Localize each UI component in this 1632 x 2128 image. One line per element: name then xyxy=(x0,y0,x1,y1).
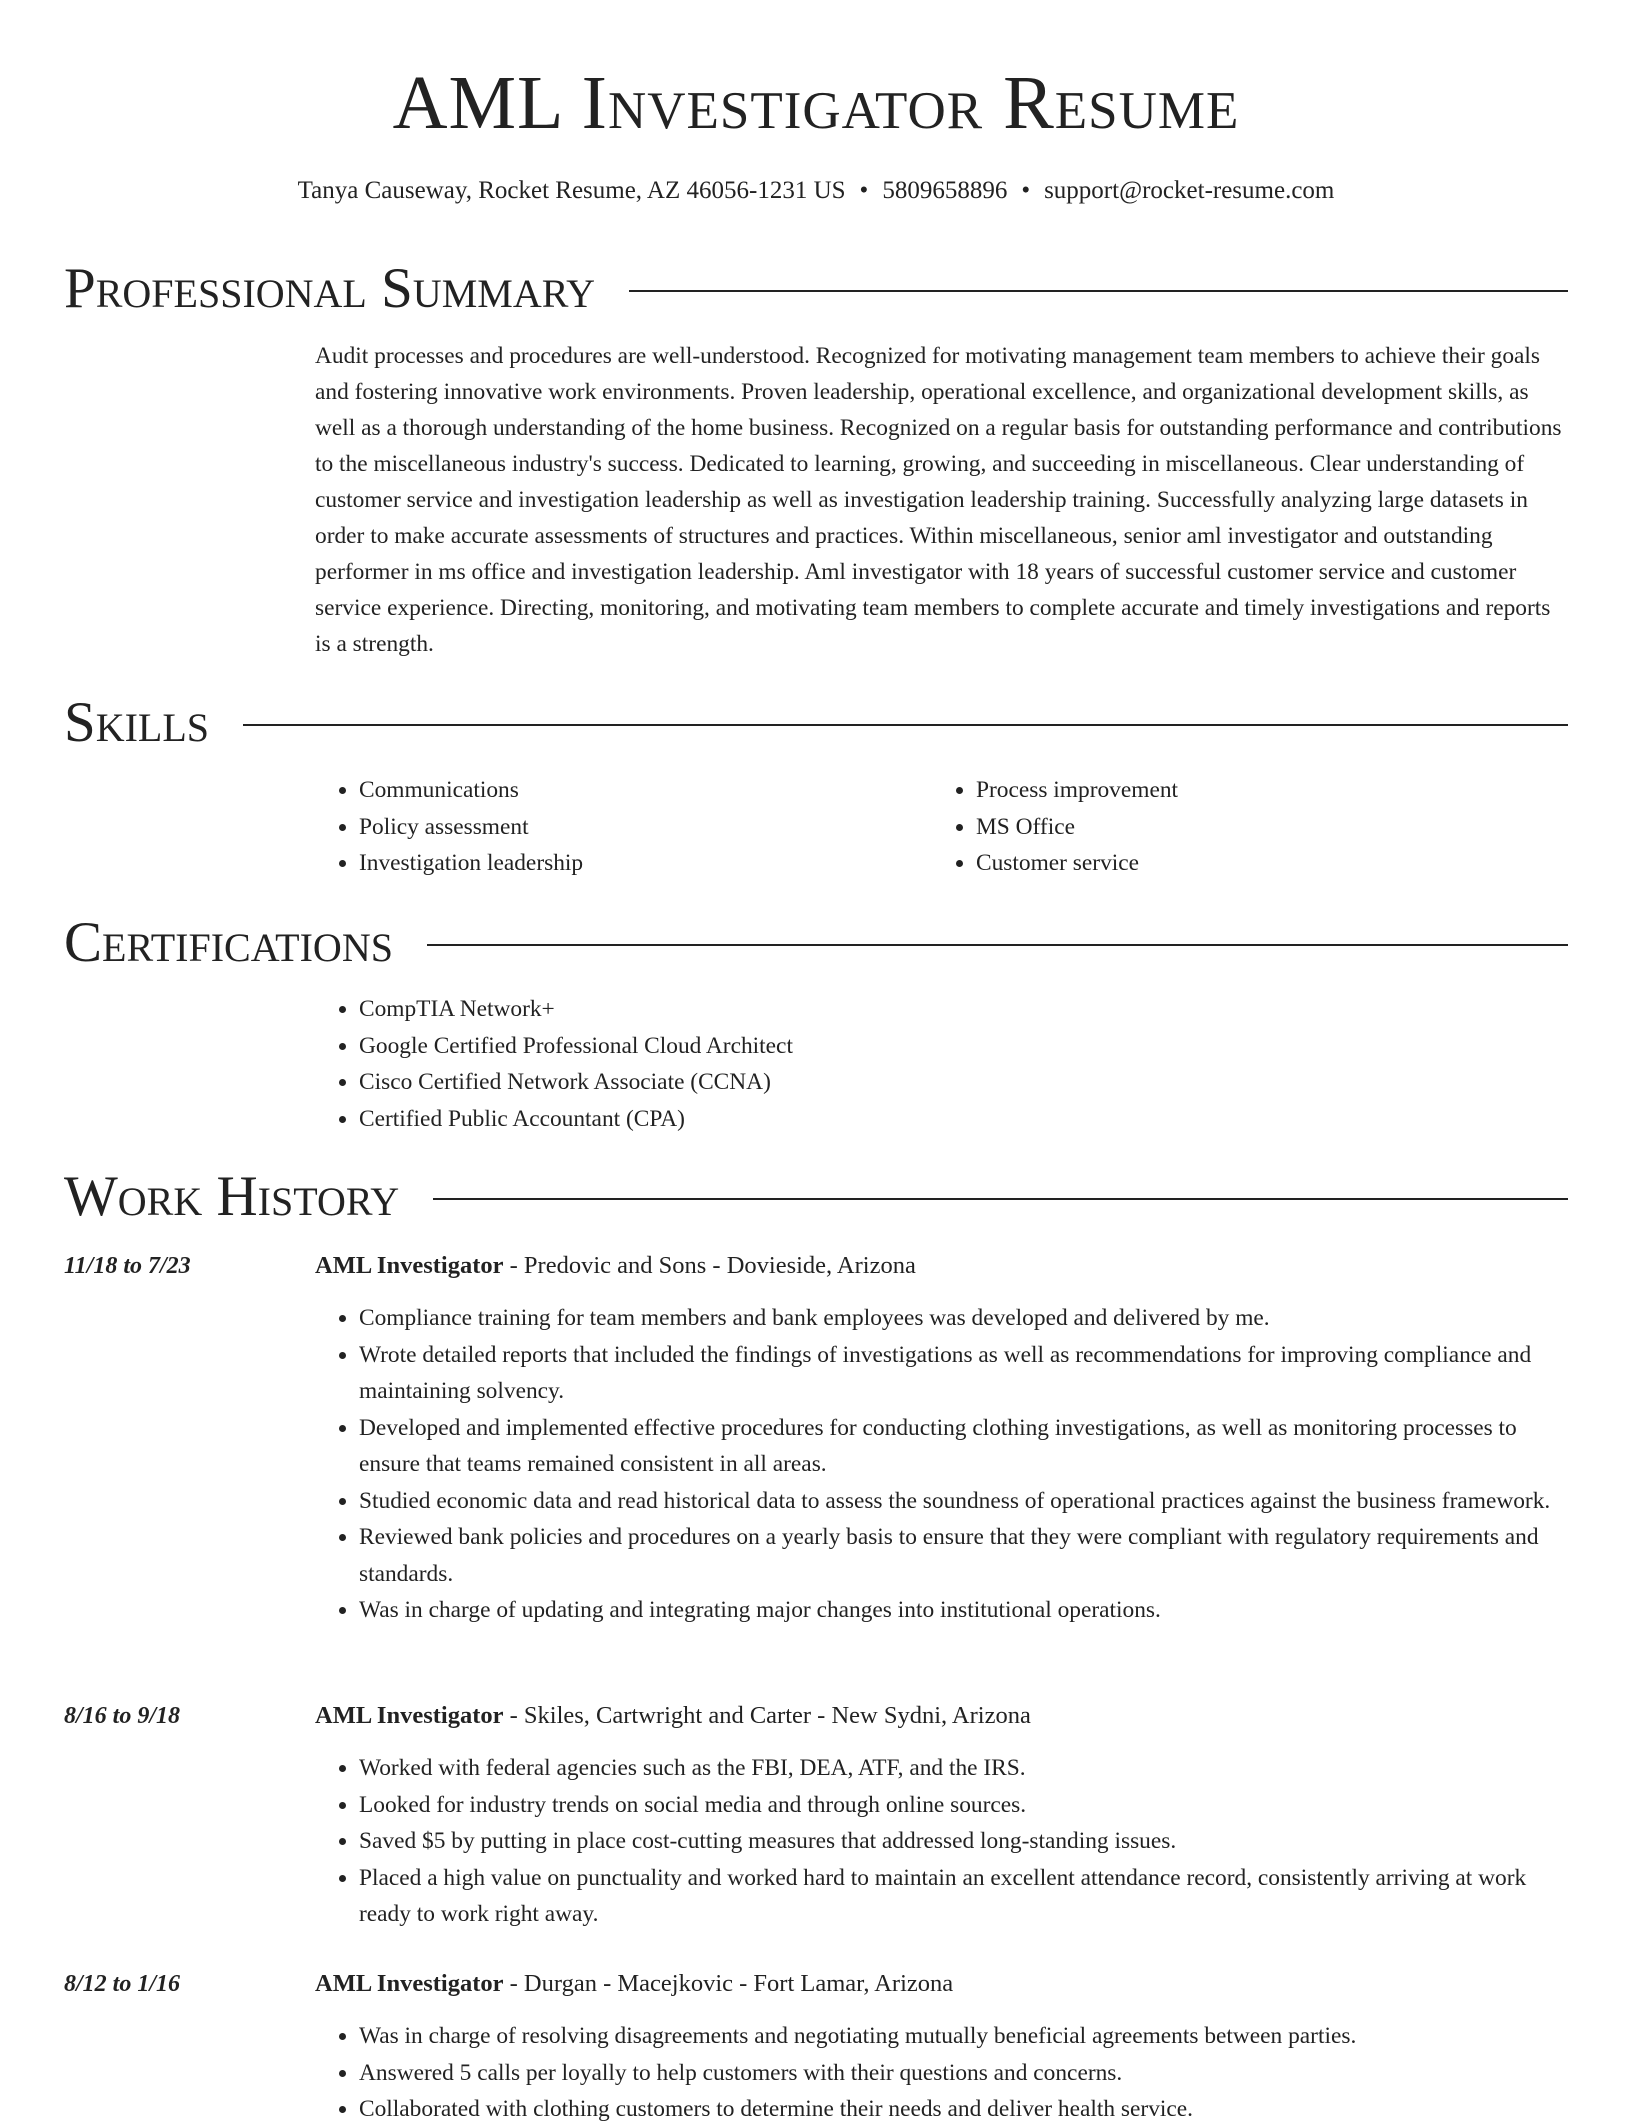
certifications-list xyxy=(315,991,793,1137)
job-heading xyxy=(315,1248,916,1284)
job-heading xyxy=(315,1966,953,2002)
contact-separator: • xyxy=(1021,177,1031,204)
list-item: • Compliance training for team members and bank employees was developed and delivered by me. xyxy=(359,1300,1568,1337)
contact-separator: • xyxy=(859,177,869,204)
list-item: • Process improvement xyxy=(976,772,1568,809)
skills-right-list xyxy=(932,772,1568,882)
certifications-section-header xyxy=(64,910,1568,976)
job-duties-list xyxy=(315,1300,1568,1629)
list-item: • Looked for industry trends on social media and through online sources. xyxy=(359,1787,1568,1824)
list-item: • Worked with federal agencies such as the FBI, DEA, ATF, and the IRS. xyxy=(359,1750,1568,1787)
work-section-header xyxy=(64,1164,1568,1230)
list-item: • Investigation leadership xyxy=(359,845,915,882)
skills-heading: Skills xyxy=(64,691,210,754)
contact-email: support@rocket-resume.com xyxy=(1044,177,1335,204)
job-details: - Skiles, Cartwright and Carter - New Sydni, Arizona xyxy=(503,1702,1031,1729)
certifications-heading: Certifications xyxy=(64,911,393,974)
contact-address: Tanya Causeway, Rocket Resume, AZ 46056-1231 US xyxy=(297,177,846,204)
list-item: • Reviewed bank policies and procedures on a yearly basis to ensure that they were compliant with regulatory requirements and standards. xyxy=(359,1519,1568,1592)
skills-left-list xyxy=(315,772,915,882)
job-duties-list xyxy=(315,1750,1568,1933)
job-dates: 11/18 to 7/23 xyxy=(64,1253,191,1279)
job-heading xyxy=(315,1698,1031,1734)
list-item: • Studied economic data and read historical data to assess the soundness of operational practices against the business framework. xyxy=(359,1483,1568,1520)
list-item: • Wrote detailed reports that included the findings of investigations as well as recommendations for improving compliance and maintaining solvency. xyxy=(359,1337,1568,1410)
resume-title: AML Investigator Resume xyxy=(392,61,1240,145)
work-heading: Work History xyxy=(64,1165,400,1228)
job-duties-list xyxy=(315,2018,1568,2128)
skills-left-column xyxy=(315,772,915,882)
list-item: • Was in charge of resolving disagreements and negotiating mutually beneficial agreements between parties. xyxy=(359,2018,1568,2055)
section-divider xyxy=(427,944,1568,946)
list-item: • Saved $5 by putting in place cost-cutting measures that addressed long-standing issues. xyxy=(359,1823,1568,1860)
job-duties xyxy=(315,1300,1568,1629)
list-item: • Answered 5 calls per loyally to help customers with their questions and concerns. xyxy=(359,2055,1568,2092)
list-item: • Placed a high value on punctuality and worked hard to maintain an excellent attendance record, consistently arriving at work ready to work right away. xyxy=(359,1860,1568,1933)
list-item: • MS Office xyxy=(976,809,1568,846)
section-divider xyxy=(243,724,1568,726)
list-item: • CompTIA Network+ xyxy=(359,991,793,1028)
job-title: AML Investigator xyxy=(315,1702,504,1729)
list-item: • Google Certified Professional Cloud Architect xyxy=(359,1028,793,1065)
job-duties xyxy=(315,1750,1568,1933)
section-divider xyxy=(433,1198,1568,1200)
list-item: • Developed and implemented effective procedures for conducting clothing investigations, as well as monitoring processes to ensure that teams remained consistent in all areas. xyxy=(359,1410,1568,1483)
job-title: AML Investigator xyxy=(315,1252,504,1279)
summary-section-header xyxy=(64,256,1568,322)
list-item: • Cisco Certified Network Associate (CCNA) xyxy=(359,1064,793,1101)
skills-right-column xyxy=(932,772,1568,882)
job-details: - Durgan - Macejkovic - Fort Lamar, Arizona xyxy=(503,1970,954,1997)
list-item: • Policy assessment xyxy=(359,809,915,846)
list-item: • Communications xyxy=(359,772,915,809)
list-item: • Was in charge of updating and integrating major changes into institutional operations. xyxy=(359,1592,1568,1629)
job-title: AML Investigator xyxy=(315,1970,504,1997)
job-dates: 8/12 to 1/16 xyxy=(64,1971,181,1997)
skills-section-header xyxy=(64,690,1568,756)
job-details: - Predovic and Sons - Dovieside, Arizona xyxy=(503,1252,916,1279)
list-item: • Certified Public Accountant (CPA) xyxy=(359,1101,793,1138)
job-duties xyxy=(315,2018,1568,2128)
summary-heading: Professional Summary xyxy=(64,257,596,320)
list-item: • Collaborated with clothing customers to determine their needs and deliver health service. xyxy=(359,2091,1568,2128)
job-dates: 8/16 to 9/18 xyxy=(64,1703,181,1729)
list-item: • Customer service xyxy=(976,845,1568,882)
certifications-column xyxy=(315,991,793,1137)
contact-phone: 5809658896 xyxy=(882,177,1008,204)
contact-line xyxy=(0,174,1632,208)
summary-text: Audit processes and procedures are well-understood. Recognized for motivating management team members to achieve their goals and fostering innovative work environments. Proven leadership, operational excellence, and organizational development skills, as well as a thorough understanding of the home business. Recognized on a regular basis for outstanding performance and contributions to the miscellaneous industry's success. Dedicated to learning, growing, and succeeding in miscellaneous. Clear understanding of customer service and investigation leadership as well as investigation leadership training. Successfully analyzing large datasets in order to make accurate assessments of structures and practices. Within miscellaneous, senior aml investigator and outstanding performer in ms office and investigation leadership. Aml investigator with 18 years of successful customer service and customer service experience. Directing, monitoring, and motivating team members to complete accurate and timely investigations and reports is a strength. xyxy=(315,343,1562,657)
section-divider xyxy=(629,290,1568,292)
